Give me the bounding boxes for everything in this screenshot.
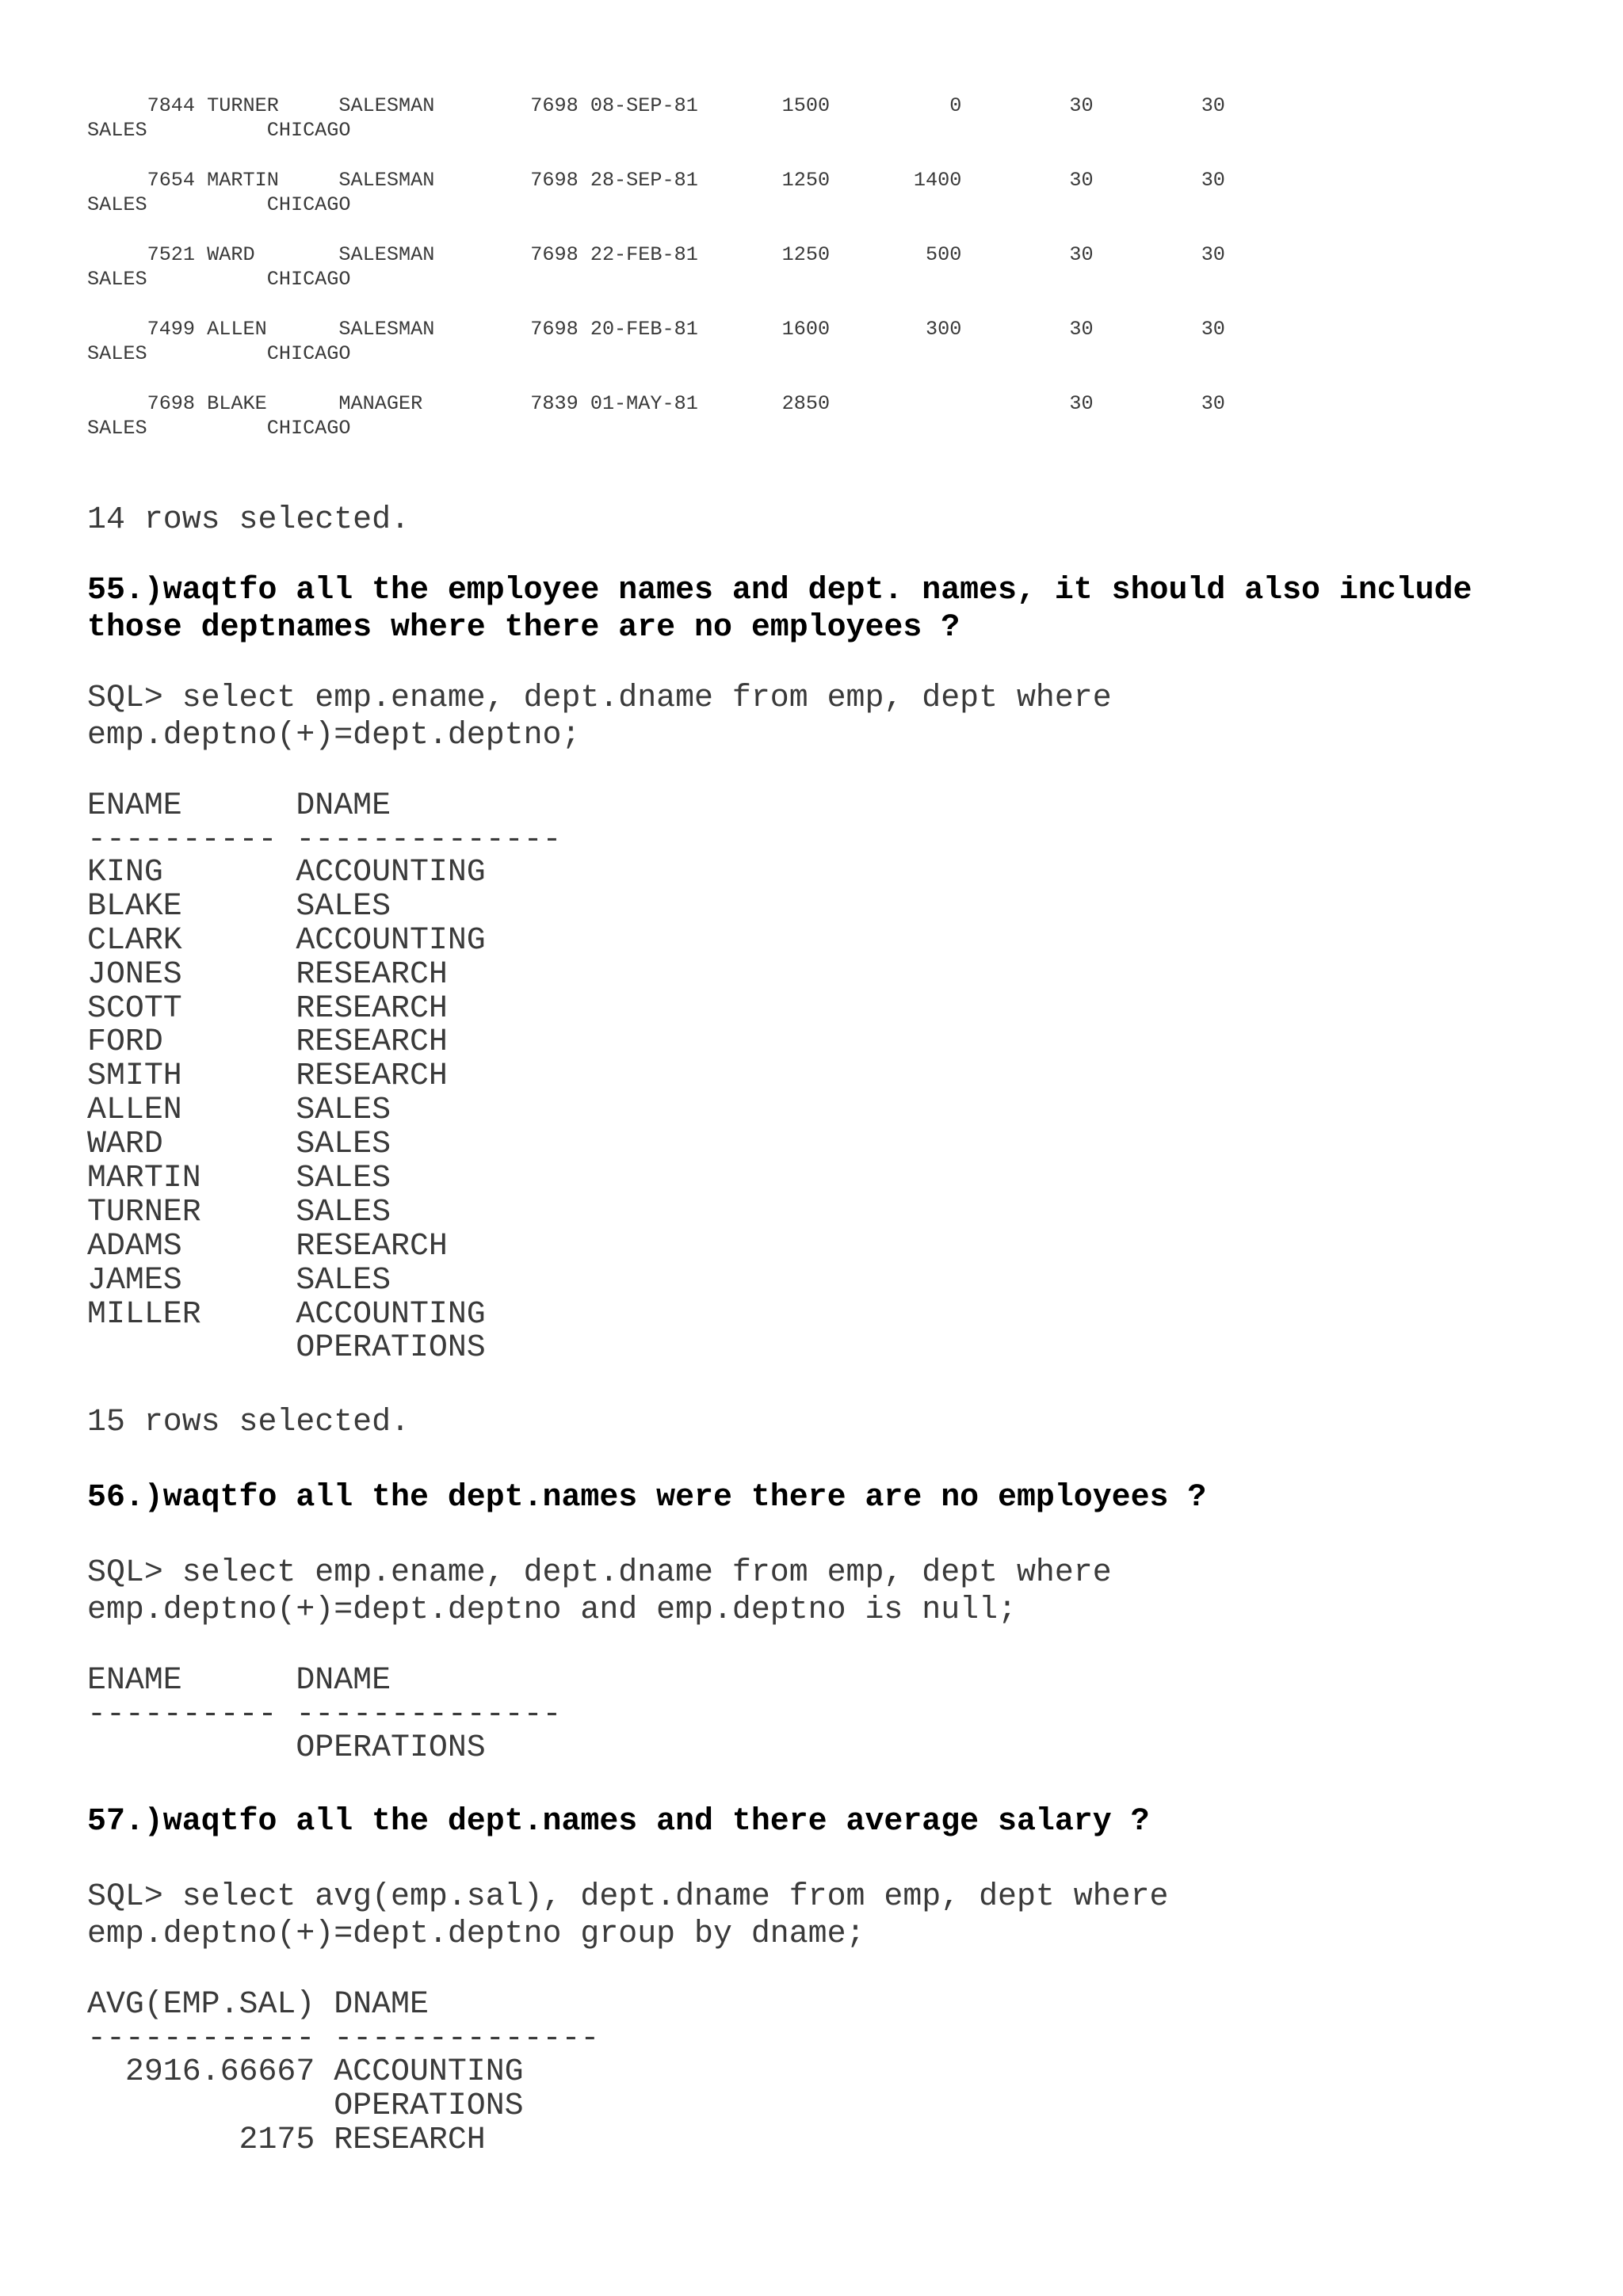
row-line-1: 7844 TURNER SALESMAN 7698 08-SEP-81 1500 0 30 30 [87, 94, 1225, 117]
sql-query-line: emp.deptno(+)=dept.deptno; [87, 717, 581, 753]
header-divider: ---------- -------------- [87, 1696, 562, 1733]
table-row [87, 93, 1577, 143]
sql-query-line: emp.deptno(+)=dept.deptno group by dname; [87, 1916, 865, 1952]
table-row: SMITH RESEARCH [87, 1058, 448, 1094]
result-table-57 [87, 1985, 1577, 2157]
table-row [87, 391, 1577, 441]
continued-result-table [87, 93, 1577, 441]
row-line-2: SALES CHICAGO [87, 119, 351, 142]
table-row: OPERATIONS [87, 1730, 486, 1766]
column-header: AVG(EMP.SAL) DNAME [87, 1986, 429, 2023]
table-row: CLARK ACCOUNTING [87, 921, 486, 958]
question-55: 55.)waqtfo all the employee names and dept. names, it should also include those deptnames where there are no employees ? [87, 572, 1491, 645]
sql-query-line: SQL> select emp.ename, dept.dname from emp, dept where [87, 1554, 1112, 1591]
table-row [87, 242, 1577, 292]
header-divider: ---------- -------------- [87, 822, 562, 857]
sql-query-line: SQL> select emp.ename, dept.dname from emp, dept where [87, 680, 1112, 715]
table-row: JONES RESEARCH [87, 955, 448, 992]
row-line-1: 7654 MARTIN SALESMAN 7698 28-SEP-81 1250 1400 30 30 [87, 169, 1225, 192]
table-row: OPERATIONS [87, 2088, 524, 2124]
row-line-2: SALES CHICAGO [87, 268, 351, 291]
table-row: ADAMS RESEARCH [87, 1227, 448, 1264]
row-line-2: SALES CHICAGO [87, 193, 351, 216]
table-row: 2175 RESEARCH [87, 2122, 486, 2158]
header-divider: ------------ -------------- [87, 2020, 600, 2057]
row-line-1: 7521 WARD SALESMAN 7698 22-FEB-81 1250 500 30 30 [87, 243, 1225, 266]
table-row: FORD RESEARCH [87, 1024, 448, 1060]
table-row: 2916.66667 ACCOUNTING [87, 2054, 524, 2090]
sql-query-line: SQL> select avg(emp.sal), dept.dname from emp, dept where [87, 1878, 1169, 1915]
row-line-1: 7499 ALLEN SALESMAN 7698 20-FEB-81 1600 300 30 30 [87, 318, 1225, 341]
table-row: JAMES SALES [87, 1261, 391, 1298]
sql-query-line: emp.deptno(+)=dept.deptno and emp.deptno is null; [87, 1592, 1017, 1628]
question-57: 57.)waqtfo all the dept.names and there average salary ? [87, 1803, 1150, 1840]
table-row: ALLEN SALES [87, 1092, 391, 1128]
result-table-55 [87, 787, 1577, 1365]
table-row: SCOTT RESEARCH [87, 990, 448, 1026]
table-row: TURNER SALES [87, 1193, 391, 1230]
column-header: ENAME DNAME [87, 1662, 391, 1699]
table-row: WARD SALES [87, 1126, 391, 1162]
table-row: MARTIN SALES [87, 1160, 391, 1196]
table-row: BLAKE SALES [87, 887, 391, 924]
table-row [87, 317, 1577, 366]
row-line-2: SALES CHICAGO [87, 417, 351, 440]
rows-selected-text: 15 rows selected. [87, 1404, 410, 1440]
row-line-2: SALES CHICAGO [87, 342, 351, 365]
document-page [87, 93, 1577, 2157]
column-header: ENAME DNAME [87, 788, 391, 823]
result-table-56 [87, 1661, 1577, 1764]
row-line-1: 7698 BLAKE MANAGER 7839 01-MAY-81 2850 30 30 [87, 392, 1225, 415]
rows-selected-text: 14 rows selected. [87, 502, 410, 537]
table-row: MILLER ACCOUNTING [87, 1295, 486, 1332]
question-56: 56.)waqtfo all the dept.names were there are no employees ? [87, 1479, 1207, 1516]
table-row [87, 168, 1577, 217]
table-row: KING ACCOUNTING [87, 854, 486, 890]
table-row: OPERATIONS [87, 1329, 486, 1366]
